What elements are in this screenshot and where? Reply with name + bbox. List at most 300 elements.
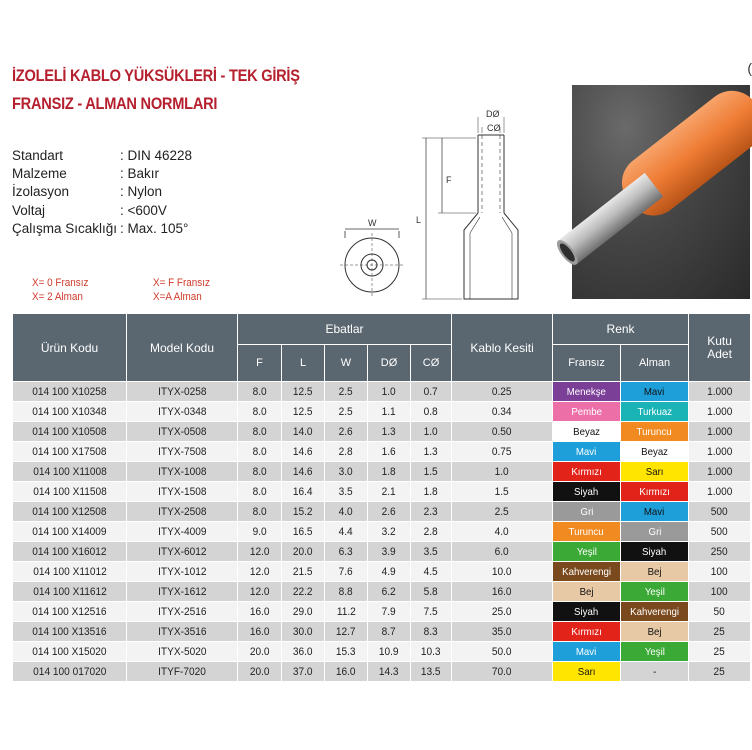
table-row: [13, 562, 751, 582]
col-header-kablo-kesiti: Kablo Kesiti: [452, 314, 553, 382]
cell-kesit: [452, 442, 553, 462]
spec-value: : <600V: [120, 202, 167, 218]
cell-l: [282, 522, 325, 542]
cell-f: [238, 382, 282, 402]
cell-d: [368, 542, 411, 562]
col-header-f: F: [238, 345, 282, 382]
color-label: Turkuaz: [637, 405, 672, 418]
cell-adet: [689, 582, 751, 602]
cell-urun: [13, 382, 127, 402]
cell-text: 2.6: [381, 505, 397, 518]
diagram-label-f: F: [446, 175, 452, 185]
col-header-alman: Alman: [621, 345, 689, 382]
cell-c: [411, 422, 452, 442]
cell-text: 014 100 X11612: [32, 585, 107, 598]
cell-f: [238, 622, 282, 642]
diagram-label-c: CØ: [487, 123, 501, 133]
cell-kesit: [452, 542, 553, 562]
ferrule-photo-illustration: [572, 85, 750, 299]
cell-c: [411, 662, 452, 682]
cell-text: 014 100 X11012: [32, 565, 107, 578]
cell-adet: [689, 422, 751, 442]
cell-w: [325, 502, 368, 522]
cell-adet: [689, 482, 751, 502]
cell-kesit: [452, 522, 553, 542]
cell-text: 2.6: [338, 425, 354, 438]
cell-text: 500: [711, 525, 728, 538]
legend-left: [32, 276, 88, 304]
cell-urun: [13, 662, 127, 682]
cell-f: [238, 582, 282, 602]
color-label: Sarı: [577, 665, 596, 678]
cell-d: [368, 462, 411, 482]
cell-text: 25: [713, 645, 726, 658]
cell-text: 1.0: [495, 465, 510, 478]
cell-l: [282, 602, 325, 622]
cell-text: 014 100 X11508: [32, 485, 107, 498]
cell-renk-fransiz: [553, 502, 621, 522]
cell-f: [238, 542, 282, 562]
table-row: [13, 542, 751, 562]
spec-label: Malzeme: [12, 166, 67, 182]
cell-urun: [13, 542, 127, 562]
cell-text: 014 100 X10258: [32, 385, 107, 398]
cell-text: ITYX-3516: [157, 625, 207, 638]
cell-text: 8.0: [252, 445, 267, 458]
spec-value: : DIN 46228: [120, 148, 193, 163]
table-row: [13, 402, 751, 422]
cell-text: 36.0: [293, 645, 313, 658]
cell-text: ITYX-1508: [157, 485, 207, 498]
col-header-l: L: [282, 345, 325, 382]
cell-text: 1.0: [423, 425, 439, 438]
cell-text: 16.0: [336, 665, 356, 678]
cell-text: ITYX-0348: [157, 405, 207, 418]
page-title: İZOLELİ KABLO YÜKSÜKLERİ - TEK GİRİŞ: [12, 66, 300, 85]
cell-text: 30.0: [293, 625, 313, 638]
cell-text: 20.0: [249, 665, 270, 678]
cell-renk-fransiz: [553, 382, 621, 402]
cell-text: 14.3: [379, 665, 399, 678]
legend-item: X= 2 Alman: [32, 291, 83, 303]
legend-item: X= F Fransız: [153, 277, 210, 289]
cell-f: [238, 522, 282, 542]
cell-c: [411, 462, 452, 482]
color-label: Siyah: [574, 485, 599, 498]
cell-model: [127, 542, 238, 562]
cell-text: 1.000: [706, 485, 733, 498]
cell-d: [368, 582, 411, 602]
cell-text: 8.0: [252, 465, 267, 478]
spec-label: İzolasyon: [12, 184, 70, 200]
cell-text: 25: [713, 625, 726, 638]
cell-model: [127, 602, 238, 622]
color-label: Mavi: [644, 385, 665, 398]
cell-text: 0.50: [492, 425, 512, 438]
cell-text: 0.25: [492, 385, 512, 398]
cell-text: 16.5: [293, 525, 313, 538]
cell-c: [411, 622, 452, 642]
cell-c: [411, 542, 452, 562]
cell-w: [325, 522, 368, 542]
kutu-adet-label: Kutu Adet: [707, 333, 732, 361]
table-row: [13, 422, 751, 442]
cell-text: 014 100 X16012: [32, 545, 107, 558]
cell-kesit: [452, 642, 553, 662]
cell-text: 2.8: [338, 445, 354, 458]
cell-l: [282, 622, 325, 642]
legend-item: X=A Alman: [153, 291, 202, 303]
cell-d: [368, 662, 411, 682]
cell-text: ITYF-7020: [158, 665, 206, 678]
table-row: [13, 622, 751, 642]
cell-urun: [13, 502, 127, 522]
cell-renk-fransiz: [553, 622, 621, 642]
cell-text: 2.3: [423, 505, 439, 518]
cell-text: 7.9: [381, 605, 397, 618]
cell-adet: [689, 542, 751, 562]
cell-renk-fransiz: [553, 602, 621, 622]
cell-text: ITYX-1008: [157, 465, 207, 478]
cell-text: 50: [713, 605, 726, 618]
cell-renk-alman: [621, 442, 689, 462]
cell-text: ITYX-1012: [157, 565, 207, 578]
cell-model: [127, 622, 238, 642]
cell-kesit: [452, 462, 553, 482]
cell-renk-fransiz: [553, 482, 621, 502]
cell-text: 3.0: [338, 465, 354, 478]
cell-d: [368, 562, 411, 582]
cell-text: 7.6: [338, 565, 354, 578]
cell-text: 8.8: [338, 585, 354, 598]
cell-text: 12.7: [336, 625, 356, 638]
color-label: Bej: [579, 585, 594, 598]
color-label: Bej: [647, 565, 662, 578]
cell-l: [282, 542, 325, 562]
ferrule-technical-drawing: [330, 105, 570, 315]
spec-label: Voltaj: [12, 202, 46, 218]
table-body: [13, 382, 751, 682]
cell-renk-fransiz: [553, 662, 621, 682]
cell-text: 1.6: [381, 445, 397, 458]
spec-label: Çalışma Sıcaklığı: [12, 220, 118, 236]
cell-urun: [13, 522, 127, 542]
cell-text: 0.75: [492, 445, 512, 458]
cell-f: [238, 502, 282, 522]
table-row: [13, 502, 751, 522]
cell-text: 20.0: [293, 545, 313, 558]
cell-f: [238, 562, 282, 582]
cell-text: 250: [711, 545, 728, 558]
cell-model: [127, 482, 238, 502]
cell-d: [368, 522, 411, 542]
cell-text: 014 100 X11008: [32, 465, 107, 478]
cell-l: [282, 462, 325, 482]
cell-c: [411, 482, 452, 502]
cell-kesit: [452, 502, 553, 522]
cell-renk-alman: [621, 562, 689, 582]
cell-d: [368, 382, 411, 402]
cell-text: 25: [713, 665, 726, 678]
cell-text: 3.9: [381, 545, 397, 558]
col-header-d: DØ: [368, 345, 411, 382]
cell-l: [282, 642, 325, 662]
cell-w: [325, 582, 368, 602]
cell-text: 16.0: [492, 585, 512, 598]
table-row: [13, 602, 751, 622]
cell-text: 8.7: [381, 625, 397, 638]
cell-w: [325, 642, 368, 662]
cell-text: 1.3: [423, 445, 439, 458]
cell-renk-fransiz: [553, 582, 621, 602]
cell-d: [368, 622, 411, 642]
cell-f: [238, 422, 282, 442]
cell-text: 10.0: [492, 565, 512, 578]
color-label: Sarı: [645, 465, 664, 478]
table-row: [13, 642, 751, 662]
cell-l: [282, 582, 325, 602]
color-label: Pembe: [571, 405, 602, 418]
cell-adet: [689, 602, 751, 622]
cell-text: 8.0: [252, 505, 267, 518]
cell-adet: [689, 502, 751, 522]
table-row: [13, 482, 751, 502]
cell-l: [282, 662, 325, 682]
cell-renk-alman: [621, 582, 689, 602]
col-header-c: CØ: [411, 345, 452, 382]
cell-kesit: [452, 422, 553, 442]
cell-text: 12.0: [249, 565, 270, 578]
cell-text: 22.2: [293, 585, 313, 598]
cell-d: [368, 402, 411, 422]
cell-text: 4.4: [338, 525, 354, 538]
cell-text: 1.000: [706, 385, 733, 398]
cell-text: 2.5: [495, 505, 510, 518]
color-label: Mavi: [644, 505, 665, 518]
cell-kesit: [452, 382, 553, 402]
cell-d: [368, 422, 411, 442]
cell-urun: [13, 482, 127, 502]
cell-text: 25.0: [492, 605, 512, 618]
color-label: Menekşe: [566, 385, 607, 398]
table-row: [13, 662, 751, 682]
cell-urun: [13, 462, 127, 482]
cell-renk-alman: [621, 462, 689, 482]
color-label: Turuncu: [637, 425, 673, 438]
cell-urun: [13, 422, 127, 442]
cell-text: 14.6: [293, 465, 313, 478]
diagram-label-w: W: [368, 218, 377, 228]
cell-text: 37.0: [293, 665, 313, 678]
cell-text: 14.0: [293, 425, 313, 438]
color-label: Siyah: [642, 545, 667, 558]
cell-text: 2.5: [338, 385, 354, 398]
cell-text: 12.0: [249, 545, 270, 558]
cell-d: [368, 442, 411, 462]
cell-c: [411, 522, 452, 542]
cell-w: [325, 402, 368, 422]
cell-text: 12.5: [293, 405, 313, 418]
cell-text: 1.000: [706, 425, 733, 438]
cell-renk-alman: [621, 522, 689, 542]
cell-renk-fransiz: [553, 642, 621, 662]
color-label: -: [652, 665, 657, 678]
cell-l: [282, 562, 325, 582]
color-label: Turuncu: [568, 525, 605, 538]
spec-row: [12, 220, 192, 238]
cell-text: 014 100 X17508: [32, 445, 107, 458]
cell-renk-fransiz: [553, 442, 621, 462]
cell-c: [411, 382, 452, 402]
cell-text: 4.0: [338, 505, 354, 518]
cell-c: [411, 562, 452, 582]
cell-f: [238, 402, 282, 422]
cell-f: [238, 642, 282, 662]
cell-text: 70.0: [492, 665, 512, 678]
cell-text: 11.2: [336, 605, 356, 618]
cell-text: 2.8: [423, 525, 439, 538]
col-header-urun-kodu: Ürün Kodu: [13, 314, 127, 382]
cell-renk-alman: [621, 662, 689, 682]
cell-text: 4.5: [423, 565, 439, 578]
cell-f: [238, 602, 282, 622]
cell-w: [325, 422, 368, 442]
cell-text: 1.5: [495, 485, 510, 498]
cell-text: ITYX-0508: [157, 425, 207, 438]
cell-text: 2.5: [338, 405, 354, 418]
cell-renk-alman: [621, 402, 689, 422]
cell-text: 014 100 017020: [32, 665, 107, 678]
cell-text: 8.0: [252, 405, 267, 418]
cell-text: 014 100 X10348: [32, 405, 107, 418]
cell-text: 20.0: [249, 645, 270, 658]
color-label: Mavi: [576, 645, 597, 658]
cell-w: [325, 382, 368, 402]
color-label: Kahverengi: [562, 565, 611, 578]
cell-f: [238, 482, 282, 502]
cell-c: [411, 602, 452, 622]
spec-list: [12, 147, 192, 238]
color-label: Gri: [648, 525, 661, 538]
cell-text: ITYX-2516: [157, 605, 207, 618]
cell-text: 13.5: [421, 665, 441, 678]
color-label: Yeşil: [644, 585, 665, 598]
product-photo: [572, 85, 750, 299]
cell-text: 5.8: [423, 585, 439, 598]
cell-text: 1.3: [381, 425, 397, 438]
col-header-w: W: [325, 345, 368, 382]
table-row: [13, 462, 751, 482]
cell-text: 15.2: [293, 505, 313, 518]
cell-text: 1.000: [706, 405, 733, 418]
spec-label: Standart: [12, 148, 64, 163]
cell-text: 14.6: [293, 445, 313, 458]
cell-kesit: [452, 562, 553, 582]
spec-value: : Nylon: [120, 184, 163, 200]
color-label: Kahverengi: [630, 605, 679, 618]
cell-model: [127, 442, 238, 462]
cell-model: [127, 662, 238, 682]
cell-text: 21.5: [293, 565, 313, 578]
cell-text: 3.5: [423, 545, 439, 558]
cell-renk-alman: [621, 482, 689, 502]
cell-l: [282, 382, 325, 402]
cell-w: [325, 542, 368, 562]
cell-model: [127, 642, 238, 662]
cell-w: [325, 562, 368, 582]
cell-adet: [689, 562, 751, 582]
cell-l: [282, 422, 325, 442]
col-header-fransiz: Fransız: [553, 345, 621, 382]
cell-d: [368, 482, 411, 502]
cell-w: [325, 442, 368, 462]
cell-text: 8.0: [252, 485, 267, 498]
cell-text: 500: [711, 505, 728, 518]
cell-d: [368, 602, 411, 622]
cell-text: 16.4: [293, 485, 313, 498]
cell-text: 014 100 X12516: [32, 605, 107, 618]
page-subtitle: FRANSIZ - ALMAN NORMLARI: [12, 94, 218, 113]
cell-f: [238, 442, 282, 462]
cell-text: 8.0: [252, 425, 267, 438]
color-label: Beyaz: [641, 445, 668, 458]
cell-c: [411, 502, 452, 522]
cell-kesit: [452, 482, 553, 502]
cell-w: [325, 462, 368, 482]
spec-row: [12, 202, 192, 220]
cell-text: 35.0: [492, 625, 512, 638]
cell-c: [411, 642, 452, 662]
spec-row: [12, 165, 192, 183]
cell-text: 1.0: [381, 385, 397, 398]
color-label: Mavi: [576, 445, 597, 458]
cell-d: [368, 502, 411, 522]
cell-l: [282, 502, 325, 522]
cell-urun: [13, 602, 127, 622]
cell-text: ITYX-0258: [157, 385, 207, 398]
spec-row: [12, 183, 192, 201]
cell-text: 014 100 X15020: [32, 645, 107, 658]
color-label: Yeşil: [644, 645, 665, 658]
cell-w: [325, 662, 368, 682]
cell-urun: [13, 582, 127, 602]
cell-model: [127, 582, 238, 602]
cell-w: [325, 622, 368, 642]
cell-text: 12.0: [249, 585, 270, 598]
edge-mark: (: [747, 60, 752, 76]
cell-text: 15.3: [336, 645, 356, 658]
cell-model: [127, 522, 238, 542]
cell-renk-alman: [621, 422, 689, 442]
cell-text: 8.0: [252, 385, 267, 398]
cell-f: [238, 662, 282, 682]
color-label: Beyaz: [573, 425, 600, 438]
product-table: [12, 313, 751, 682]
cell-text: 0.8: [423, 405, 439, 418]
cell-text: 4.0: [495, 525, 510, 538]
cell-model: [127, 562, 238, 582]
cell-w: [325, 482, 368, 502]
cell-text: 50.0: [492, 645, 512, 658]
cell-d: [368, 642, 411, 662]
cell-adet: [689, 402, 751, 422]
cell-f: [238, 462, 282, 482]
cell-text: 014 100 X13516: [32, 625, 107, 638]
cell-kesit: [452, 402, 553, 422]
cell-c: [411, 442, 452, 462]
legend-item: X= 0 Fransız: [32, 277, 89, 289]
cell-text: 8.3: [423, 625, 439, 638]
